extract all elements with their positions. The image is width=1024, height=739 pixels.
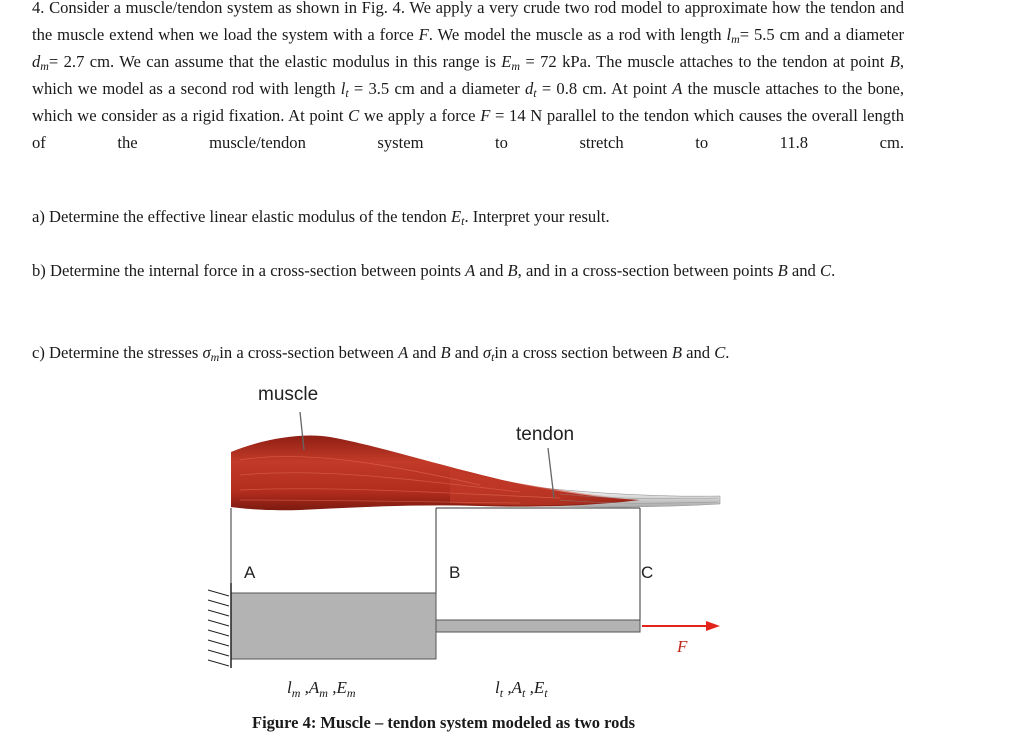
point-a-label: A bbox=[244, 563, 256, 582]
question-a: a) Determine the effective linear elastic modulus of the tendon $E_t$. Interpret your result. bbox=[32, 207, 610, 228]
fixed-support bbox=[208, 583, 231, 668]
muscle-label: muscle bbox=[258, 384, 319, 405]
question-b: b) Determine the internal force in a cross-section between points A and B, and in a cross-section between points B and C. bbox=[32, 261, 836, 280]
force-label: F bbox=[677, 637, 688, 656]
muscle-tendon-body bbox=[231, 435, 720, 510]
point-c-label: C bbox=[641, 563, 654, 582]
tendon-label: tendon bbox=[516, 424, 575, 445]
point-b-label: B bbox=[449, 563, 461, 582]
muscle-rod bbox=[231, 593, 436, 659]
figure-caption: Figure 4: Muscle – tendon system modeled as two rods bbox=[252, 713, 635, 732]
question-c: c) Determine the stresses $\sigma_min$ a cross-section between A and B and $\sigma_tin$ a cross section between B and C. bbox=[32, 343, 730, 364]
tendon-params: $l_t$ $,A_t$ $,E_t$ bbox=[495, 678, 548, 700]
tendon-rod bbox=[436, 620, 640, 632]
force-arrow bbox=[642, 621, 720, 631]
muscle-params: $l_m$ $,A_m$ $,E_m$ bbox=[287, 678, 356, 700]
problem-statement: 4. Consider a muscle/tendon system as shown in Fig. 4. We apply a very crude two rod model to approximate how the tendon and the muscle extend when we load the system with a force F. We model the muscle as a rod with length $l_m= 5.5$ cm and a diameter $d_m= 2.7$ cm. We can assume that the elastic modulus in this range is $E_m = 72$ kPa. The muscle attaches to the tendon at point B, which we model as a second rod with length $l_t = 3.5$ cm and a diameter $d_t = 0.8$ cm. At point A the muscle attaches to the bone, which we consider as a rigid fixation. At point C we apply a force F = 14 N parallel to the tendon which causes the overall length of the muscle/tendon system to stretch to 11.8 cm. bbox=[32, 0, 905, 152]
